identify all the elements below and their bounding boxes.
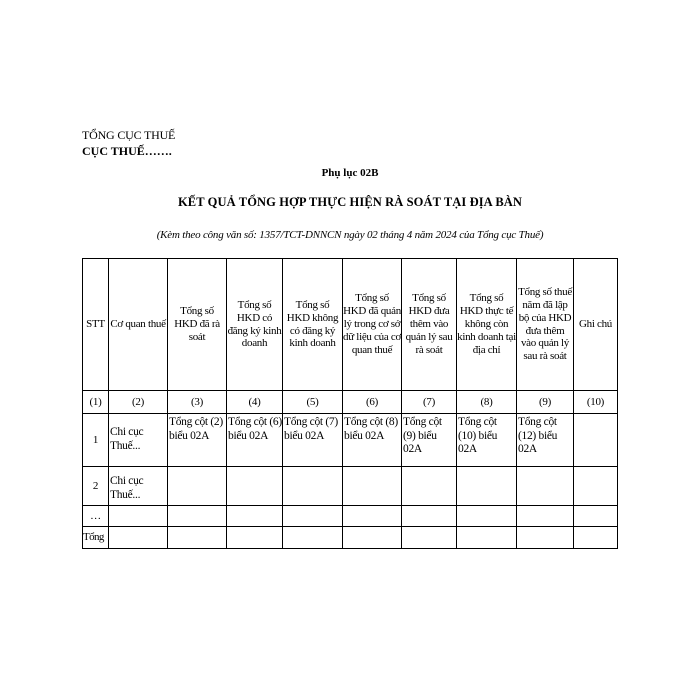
data-cell [517, 527, 574, 549]
data-cell [227, 527, 283, 549]
document-subtitle: (Kèm theo công văn số: 1357/TCT-DNNCN ngày 02 tháng 4 năm 2024 của Tổng cục Thuế) [156, 229, 544, 241]
cell-text: Tổng cột (10) biểu 02A [458, 416, 498, 456]
data-cell [283, 527, 343, 549]
cell-text: Tổng cột (8) biểu 02A [344, 416, 398, 442]
data-cell [517, 506, 574, 527]
data-cell [517, 414, 574, 467]
data-cell [574, 506, 618, 527]
header-cell: Tổng số HKD không có đăng ký kinh doanh [283, 259, 343, 391]
cell-text: Tổng cột (7) biểu 02A [284, 416, 338, 442]
data-cell [402, 467, 457, 506]
header-cell: Tổng số HKD có đăng ký kinh doanh [227, 259, 283, 391]
row-number: 1 [83, 414, 109, 467]
agency-cell [109, 467, 168, 506]
column-number: (1) [83, 391, 109, 414]
appendix-label: Phụ lục 02B [321, 167, 379, 179]
header-cell: STT [83, 259, 109, 391]
data-cell [574, 467, 618, 506]
document-title: KẾT QUẢ TỔNG HỢP THỰC HIỆN RÀ SOÁT TẠI ĐỊA BÀN [177, 195, 523, 209]
data-cell [457, 414, 517, 467]
row-number: 2 [83, 467, 109, 506]
total-label: Tổng [83, 527, 109, 549]
table-row [83, 414, 618, 467]
data-cell [168, 414, 227, 467]
data-cell [168, 527, 227, 549]
column-number: (9) [517, 391, 574, 414]
data-cell [402, 527, 457, 549]
cell-text: Tổng cột (6) biểu 02A [228, 416, 282, 442]
header-cell: Cơ quan thuế [109, 259, 168, 391]
data-cell [574, 414, 618, 467]
cell-text: Tổng cột (9) biểu 02A [403, 416, 442, 456]
cell-text [574, 414, 617, 416]
data-cell [343, 414, 402, 467]
summary-table [82, 258, 618, 549]
column-number: (4) [227, 391, 283, 414]
cell-text: Tổng cột (12) biểu 02A [518, 416, 558, 456]
row-number: … [83, 506, 109, 527]
data-cell [168, 506, 227, 527]
header-cell: Tổng số HKD thực tế không còn kinh doanh tại địa chỉ [457, 259, 517, 391]
data-cell [343, 467, 402, 506]
agency-cell [109, 414, 168, 467]
data-cell [283, 506, 343, 527]
table-row [83, 467, 618, 506]
cell-text: Tổng cột (2) biểu 02A [169, 416, 223, 442]
org-name: TỔNG CỤC THUẾ [82, 128, 176, 142]
data-cell [402, 414, 457, 467]
data-cell [457, 506, 517, 527]
header-row [83, 259, 618, 391]
data-cell [457, 467, 517, 506]
agency-cell [109, 506, 168, 527]
column-number: (10) [574, 391, 618, 414]
column-number: (7) [402, 391, 457, 414]
data-cell [227, 414, 283, 467]
column-number: (6) [343, 391, 402, 414]
agency-cell [109, 527, 168, 549]
agency-name: Chi cục Thuế... [110, 475, 144, 501]
table-row [83, 506, 618, 527]
header-cell: Tổng số HKD đưa thêm vào quản lý sau rà soát [402, 259, 457, 391]
total-row [83, 527, 618, 549]
header-cell: Tổng số thuế năm đã lập bộ của HKD đưa thêm vào quản lý sau rà soát [517, 259, 574, 391]
column-number-row [83, 391, 618, 414]
header-cell: Ghi chú [574, 259, 618, 391]
column-number: (8) [457, 391, 517, 414]
data-cell [227, 467, 283, 506]
data-cell [457, 527, 517, 549]
header-cell: Tổng số HKD đã rà soát [168, 259, 227, 391]
header-cell: Tổng số HKD đã quản lý trong cơ sở dữ liệu của cơ quan thuế [343, 259, 402, 391]
data-cell [283, 414, 343, 467]
data-cell [343, 506, 402, 527]
data-cell [168, 467, 227, 506]
data-cell [574, 527, 618, 549]
department-name: CỤC THUẾ……. [82, 144, 172, 158]
agency-name: Chi cục Thuế... [110, 426, 144, 452]
data-cell [283, 467, 343, 506]
column-number: (2) [109, 391, 168, 414]
column-number: (3) [168, 391, 227, 414]
data-cell [517, 467, 574, 506]
data-cell [227, 506, 283, 527]
column-number: (5) [283, 391, 343, 414]
data-cell [402, 506, 457, 527]
data-cell [343, 527, 402, 549]
